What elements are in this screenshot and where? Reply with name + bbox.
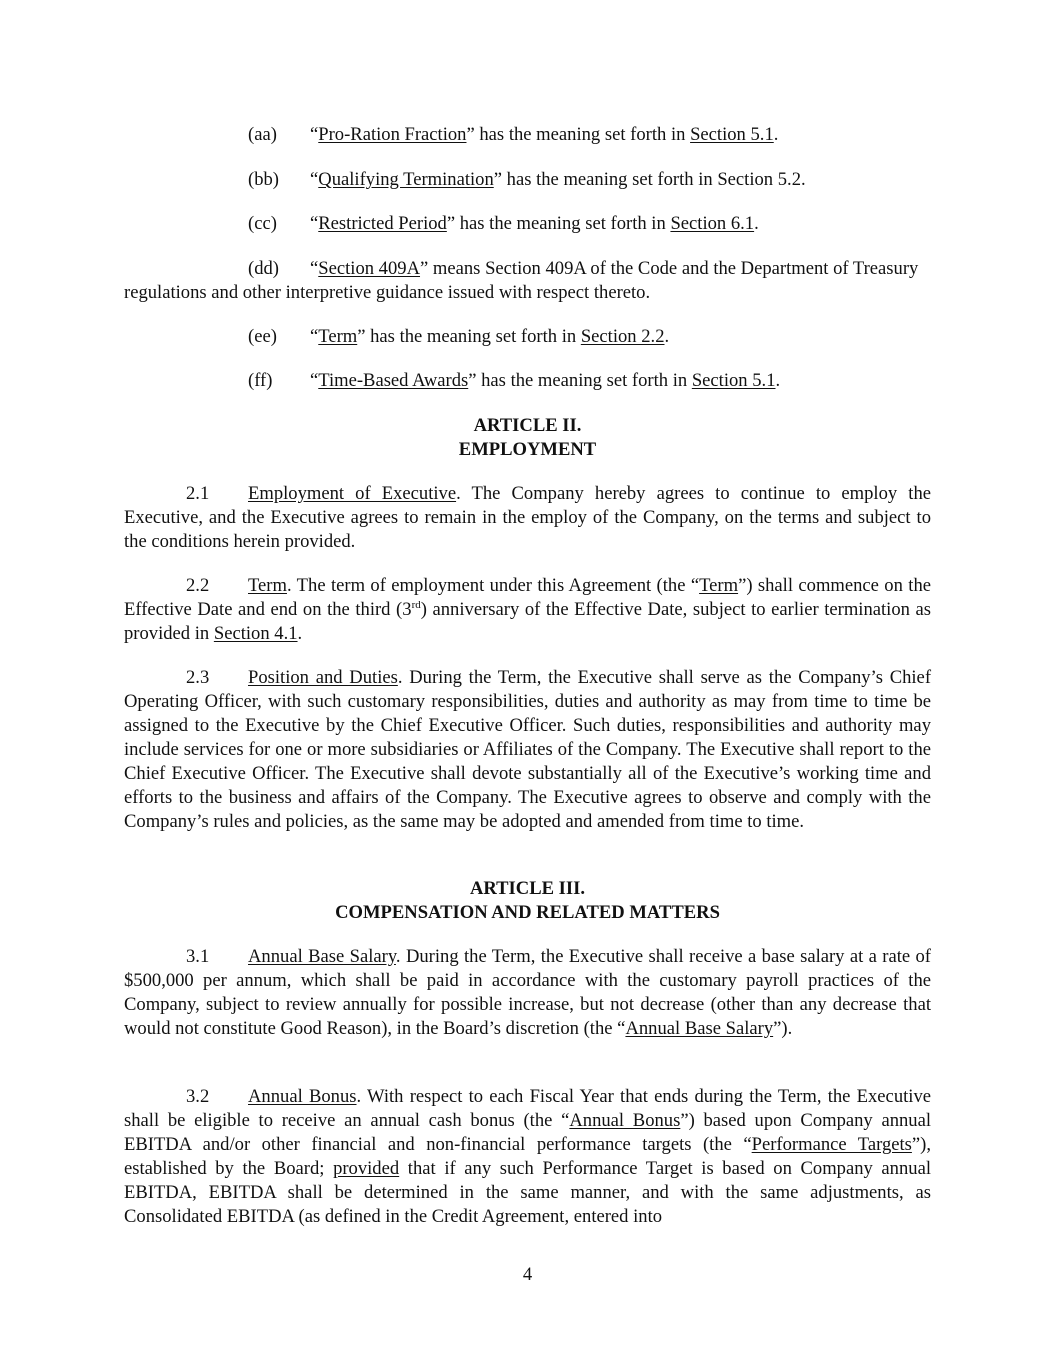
- section-reference: Section 5.1: [691, 370, 776, 391]
- article-iii-heading: ARTICLE III. COMPENSATION AND RELATED MATTERS: [335, 878, 720, 923]
- defined-term: Performance Targets: [751, 1134, 912, 1155]
- definition-bb: (bb) “Qualifying Termination” has the meaning set forth in Section 5.2.: [248, 169, 806, 190]
- definition-cc: (cc) “Restricted Period” has the meaning set forth in Section 6.1.: [248, 213, 759, 234]
- defined-term: Pro-Ration Fraction: [318, 124, 467, 145]
- page-number: 4: [522, 1264, 533, 1285]
- defined-term: Annual Base Salary: [625, 1018, 774, 1039]
- defined-term: Qualifying Termination: [318, 169, 494, 190]
- section-title: Annual Bonus: [248, 1086, 357, 1107]
- defined-term: Time-Based Awards: [318, 370, 469, 391]
- section-reference: Section 6.1: [670, 213, 755, 234]
- section-title: Annual Base Salary: [248, 946, 396, 967]
- defined-term: Term: [318, 326, 358, 347]
- definition-ee: (ee) “Term” has the meaning set forth in Section 2.2.: [248, 326, 670, 347]
- section-3-2: 3.2 Annual Bonus. With respect to each Fiscal Year that ends during the Term, the Executive shall be eligible to receive an annual cash bonus (the “Annual Bonus”) based upon Company annual EBITDA and/or other financial and non-financial performance targets (the “Performance Targets”), established by the Board; provided that if any such Performance Target is based on Company annual EBITDA, EBITDA shall be determined in the same manner, and with the same adjustments, as Consolidated EBITDA (as defined in the Credit Agreement, entered into: [124, 1086, 932, 1227]
- defined-term: provided: [333, 1158, 400, 1179]
- article-ii-heading: ARTICLE II. EMPLOYMENT: [458, 415, 597, 460]
- section-reference: Section 4.1: [213, 623, 298, 644]
- section-2-1: 2.1 Employment of Executive. The Company hereby agrees to continue to employ the Executive, and the Executive agrees to remain in the employ of the Company, on the terms and subject to the conditions herein provided.: [124, 483, 931, 552]
- defined-term: Restricted Period: [318, 213, 447, 234]
- section-reference: Section 2.2: [580, 326, 665, 347]
- definition-dd: (dd) “Section 409A” means Section 409A of the Code and the Department of Treasury regulations and other interpretive guidance issued with respect thereto.: [124, 258, 919, 303]
- section-3-1: 3.1 Annual Base Salary. During the Term, the Executive shall receive a base salary at a rate of $500,000 per annum, which shall be paid in accordance with the customary payroll practices of the Company, subject to review annually for possible increase, but not decrease (other than any decrease that would not constitute Good Reason), in the Board’s discretion (the “Annual Base Salary”).: [124, 946, 931, 1039]
- definition-ff: (ff) “Time-Based Awards” has the meaning set forth in Section 5.1.: [248, 370, 781, 391]
- section-title: Employment of Executive: [248, 483, 457, 504]
- section-title: Term: [248, 575, 287, 596]
- section-2-2: 2.2 Term. The term of employment under this Agreement (the “Term”) shall commence on the Effective Date and end on the third (3rd) anniversary of the Effective Date, subject to earlier termination as provided in Section 4.1.: [124, 575, 931, 644]
- defined-term: Term: [699, 575, 739, 596]
- section-title: Position and Duties: [248, 667, 398, 688]
- defined-term: Section 409A: [318, 258, 421, 279]
- defined-term: Annual Bonus: [569, 1110, 681, 1131]
- section-2-3: 2.3 Position and Duties. During the Term, the Executive shall serve as the Company’s Chief Operating Officer, with such customary responsibilities, duties and authority as may from time to time be assigned to the Executive by the Chief Executive Officer. Such duties, responsibilities and authority may include services for one or more subsidiaries or Affiliates of the Company. The Executive shall report to the Chief Executive Officer. The Executive shall devote substantially all of the Executive’s working time and efforts to the business and affairs of the Company. The Executive agrees to observe and comply with the Company’s rules and policies, as the same may be adopted and amended from time to time.: [124, 667, 932, 832]
- section-reference: Section 5.1: [690, 124, 774, 145]
- definition-aa: (aa) “Pro-Ration Fraction” has the meaning set forth in Section 5.1.: [248, 124, 779, 145]
